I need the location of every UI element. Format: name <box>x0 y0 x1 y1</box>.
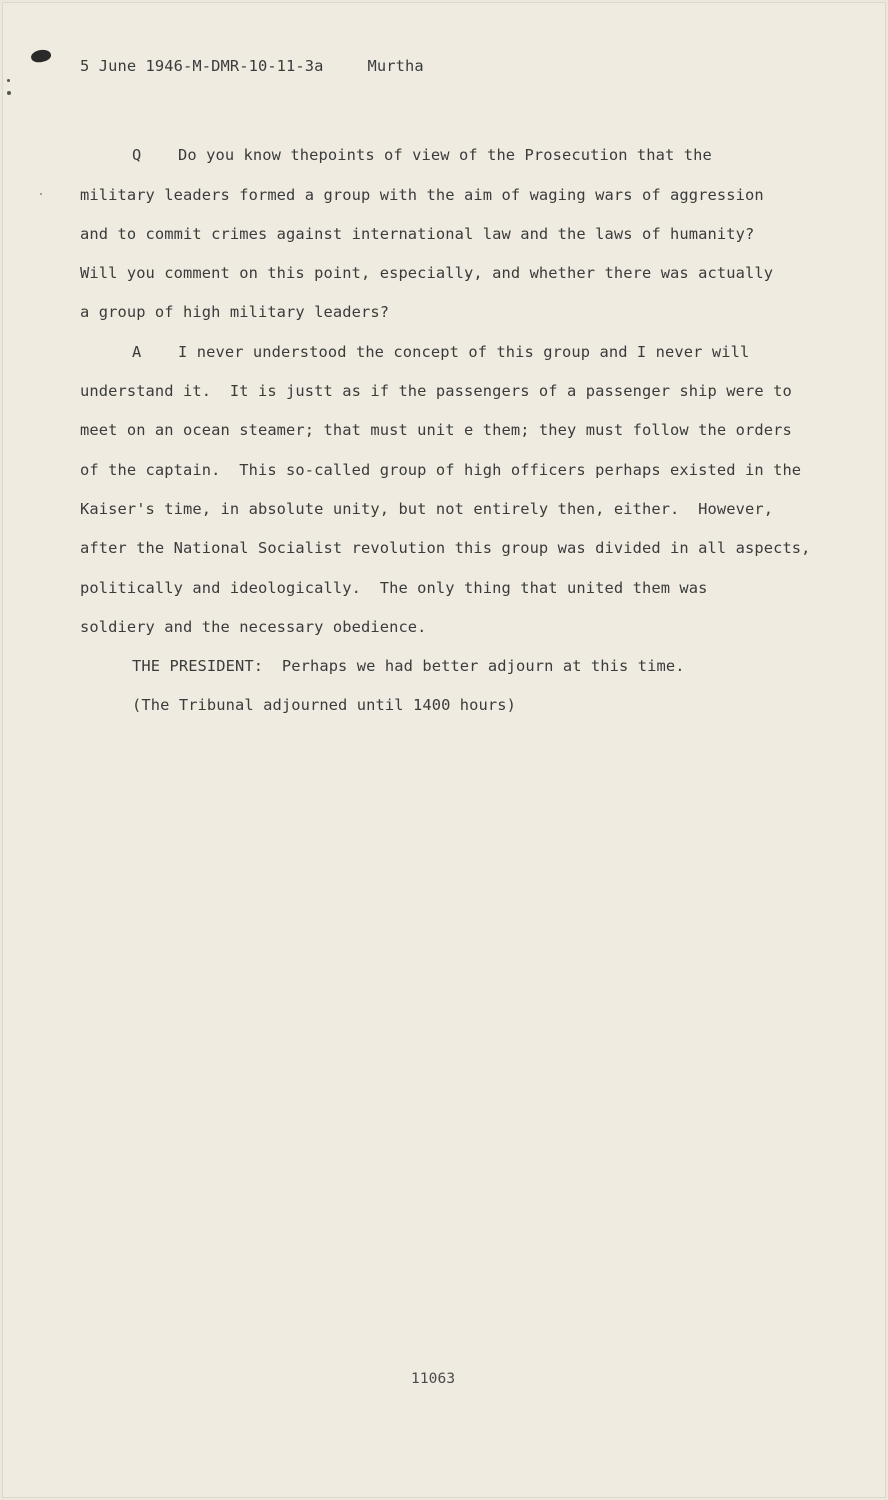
header-name: Murtha <box>367 57 424 75</box>
answer-line: meet on an ocean steamer; that must unit e them; they must follow the orders <box>80 421 792 440</box>
president-text: Perhaps we had better adjourn at this time. <box>281 657 685 676</box>
ink-speck <box>40 193 42 195</box>
answer-label: A <box>132 342 142 361</box>
speaker-label: THE PRESIDENT: <box>132 657 264 676</box>
answer-line: soldiery and the necessary obedience. <box>80 617 427 636</box>
question-label: Q <box>132 146 142 165</box>
document-page <box>2 2 886 1498</box>
punch-hole-mark <box>30 48 52 64</box>
answer-line: Kaiser's time, in absolute unity, but not entirely then, either. However, <box>80 499 774 518</box>
question-line: a group of high military leaders? <box>80 303 390 322</box>
ink-speck <box>7 91 11 95</box>
answer-line: of the captain. This so-called group of high officers perhaps existed in the <box>80 460 802 479</box>
answer-line: after the National Socialist revolution this group was divided in all aspects, <box>80 539 811 558</box>
header-reference: 5 June 1946-M-DMR-10-11-3a <box>80 57 324 75</box>
question-first-line: Q Do you know thepoints of view of the Prosecution that the <box>80 136 811 175</box>
adjournment-note: (The Tribunal adjourned until 1400 hours) <box>132 696 517 715</box>
page-header <box>80 57 424 75</box>
answer-line: understand it. It is justt as if the passengers of a passenger ship were to <box>80 382 792 401</box>
ink-speck <box>7 79 10 82</box>
answer-line: politically and ideologically. The only thing that united them was <box>80 578 708 597</box>
question-line: military leaders formed a group with the aim of waging wars of aggression <box>80 185 764 204</box>
page-number: 11063 <box>411 1371 456 1387</box>
question-line: Will you comment on this point, especially, and whether there was actually <box>80 264 774 283</box>
president-statement <box>80 647 811 686</box>
answer-first-line: A I never understood the concept of this group and I never will <box>80 333 811 372</box>
question-line: and to commit crimes against international law and the laws of humanity? <box>80 224 755 243</box>
transcript-body <box>80 97 811 726</box>
